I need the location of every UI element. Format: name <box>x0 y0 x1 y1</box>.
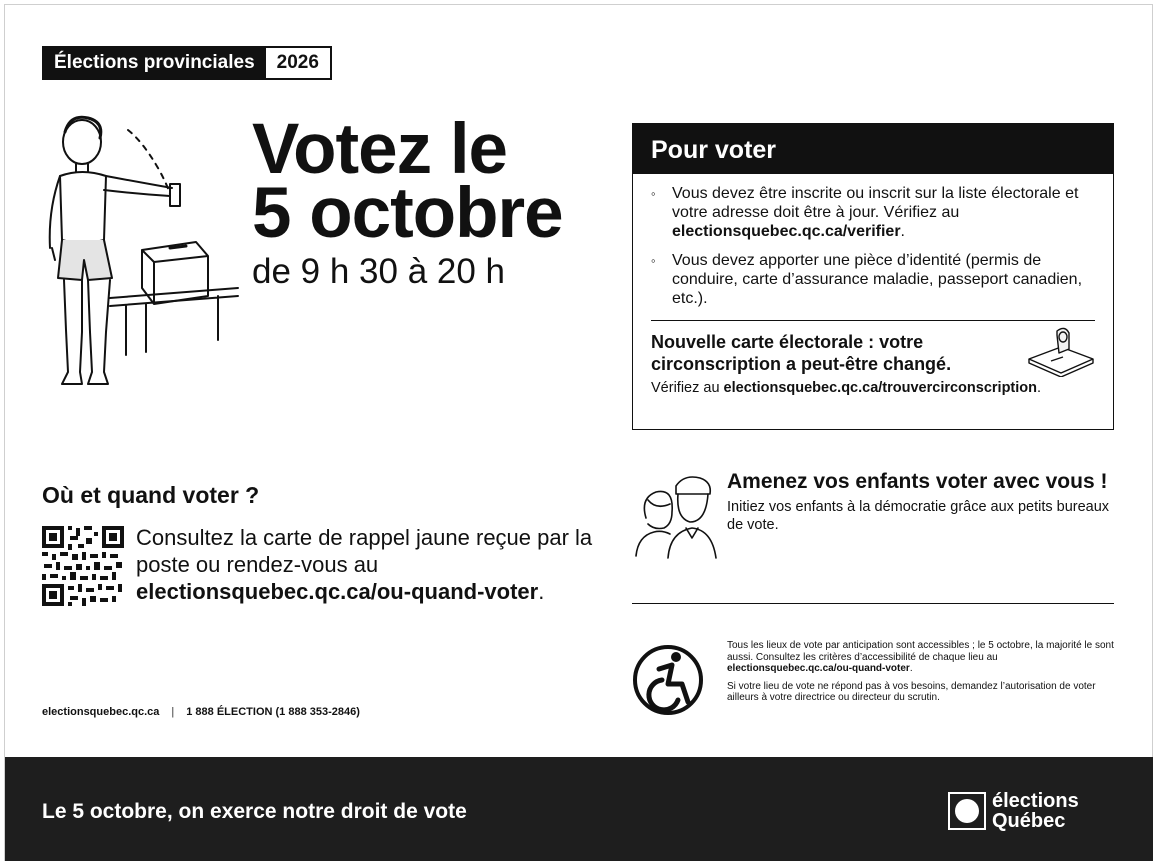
headline-line-2: 5 octobre <box>252 174 563 253</box>
ou-quand-voter-link[interactable]: electionsquebec.qc.ca/ou-quand-voter <box>136 579 539 604</box>
bullet-icon: ◦ <box>651 253 656 268</box>
new-map-title: Nouvelle carte électorale : votre circonscription a peut-être changé. <box>651 332 952 374</box>
footer-band <box>5 757 1153 861</box>
logo-mark-icon <box>948 792 986 830</box>
elections-quebec-logo <box>948 791 1079 831</box>
accessibility-link[interactable]: electionsquebec.qc.ca/ou-quand-voter <box>727 663 910 674</box>
phone-number[interactable]: 1 888 ÉLECTION (1 888 353-2846) <box>186 706 360 718</box>
list-item <box>651 184 1099 241</box>
requirement-text: Vous devez apporter une pièce d’identité (permis de conduire, carte d’assurance maladie, passeport canadien, etc.). <box>672 252 1083 307</box>
accessibility-text <box>727 640 1122 704</box>
where-when-title: Où et quand voter ? <box>42 482 260 508</box>
logo-line-2: Québec <box>992 810 1066 832</box>
trouvercirconscription-link[interactable]: electionsquebec.qc.ca/trouvercirconscription <box>723 380 1038 396</box>
election-tag-year: 2026 <box>266 48 330 78</box>
verify-prefix: Vérifiez au <box>651 380 724 396</box>
qr-code[interactable] <box>42 526 124 606</box>
election-tag <box>42 46 332 80</box>
new-map-verify <box>651 378 1095 398</box>
verify-suffix: . <box>1037 380 1042 396</box>
accessibility-suffix: . <box>909 663 913 674</box>
election-tag-label: Élections provinciales <box>44 48 266 78</box>
voting-hours: de 9 h 30 à 20 h <box>252 252 505 291</box>
headline-line-1: Votez le <box>252 110 508 189</box>
pour-voter-title: Pour voter <box>633 124 1113 174</box>
accessibility-text-1: Tous les lieux de vote par anticipation sont accessibles ; le 5 octobre, la majorité le sont aussi. Consultez les critères d’accessibilité de chaque lieu au <box>727 640 1114 663</box>
children-section <box>632 470 1114 534</box>
logo-line-1: élections <box>992 790 1079 812</box>
separator: | <box>171 706 175 718</box>
logo-text <box>992 791 1079 831</box>
headline <box>252 110 563 292</box>
requirement-text: Vous devez être inscrite ou inscrit sur la liste électorale et votre adresse doit être à jour. Vérifiez au <box>672 185 1079 221</box>
contact-line <box>42 706 360 718</box>
where-when-description: Consultez la carte de rappel jaune reçue par la poste ou rendez-vous au <box>136 525 593 577</box>
accessibility-paragraph-2: Si votre lieu de vote ne répond pas à vos besoins, demandez l’autorisation de voter ailleurs à votre directrice ou directeur du scrutin. <box>727 680 1096 703</box>
children-body: Initiez vos enfants à la démocratie grâce aux petits bureaux de vote. <box>727 499 1110 533</box>
voter-requirements-list <box>633 184 1113 308</box>
accessibility-icon <box>632 642 714 724</box>
voter-illustration <box>38 110 248 395</box>
children-icon <box>632 470 718 560</box>
pour-voter-box <box>632 123 1114 430</box>
footer-slogan: Le 5 octobre, on exerce notre droit de vote <box>42 800 467 823</box>
where-when-section <box>42 480 612 606</box>
accessibility-section <box>632 640 1122 710</box>
accessibility-paragraph-1 <box>727 640 1122 675</box>
where-when-text <box>136 524 612 606</box>
children-title: Amenez vos enfants voter avec vous ! <box>727 470 1108 493</box>
new-map-notice <box>633 321 1113 398</box>
website-link[interactable]: electionsquebec.qc.ca <box>42 706 160 718</box>
ballot-box-icon <box>1023 327 1097 377</box>
verify-link[interactable]: electionsquebec.qc.ca/verifier <box>672 223 901 240</box>
requirement-suffix: . <box>900 223 905 240</box>
list-item <box>651 251 1099 308</box>
where-when-suffix: . <box>538 579 545 604</box>
divider <box>632 603 1114 604</box>
bullet-icon: ◦ <box>651 186 656 201</box>
